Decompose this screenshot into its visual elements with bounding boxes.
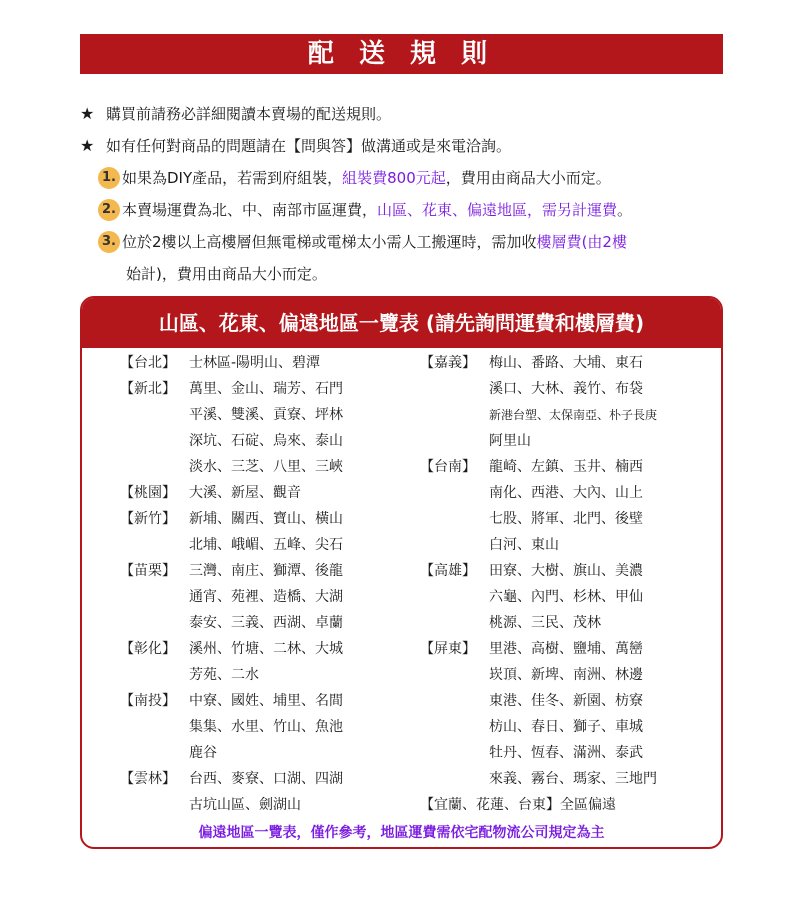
town-line: 桃源、三民、茂林 [489, 615, 601, 631]
region-name: 【屏東】 [420, 641, 476, 657]
note-text: 如有任何對商品的問題請在【問與答】做溝通或是來電洽詢。 [106, 137, 512, 155]
town-line: 深坑、石碇、烏來、泰山 [189, 433, 343, 449]
region-towns [189, 506, 343, 558]
region-towns [189, 636, 343, 688]
town-line: 溪口、大林、義竹、布袋 [489, 381, 643, 397]
region-row [120, 376, 343, 480]
remote-area-table [80, 296, 723, 849]
rule-highlight: 山區、花東、偏遠地區，需另計運費 [377, 201, 618, 219]
town-line: 士林區-陽明山、碧潭 [189, 355, 321, 371]
region-row [420, 558, 657, 636]
rule-text: 本賣場運費為北、中、南部市區運費， [122, 201, 378, 219]
town-line: 里港、高樹、鹽埔、萬巒 [489, 641, 643, 657]
town-line: 溪州、竹塘、二林、大城 [189, 641, 343, 657]
notes-section [80, 98, 740, 290]
town-line: 龍崎、左鎮、玉井、楠西 [489, 459, 643, 475]
region-name: 【新竹】 [120, 511, 176, 527]
town-line: 南化、西港、大內、山上 [489, 485, 643, 501]
region-name: 【苗栗】 [120, 563, 176, 579]
rule-text-end: (由2樓 [581, 233, 627, 251]
note-text: 購買前請務必詳細閱讀本賣場的配送規則。 [106, 105, 392, 123]
town-line: 平溪、雙溪、貢寮、坪林 [189, 407, 343, 423]
number-badge: 2. [98, 199, 120, 221]
town-line: 集集、水里、竹山、魚池 [189, 719, 343, 735]
rule-item-1 [80, 162, 740, 194]
region-towns [189, 376, 343, 480]
page-title: 配 送 規 則 [80, 34, 723, 74]
town-line: 萬里、金山、瑞芳、石門 [189, 381, 343, 397]
area-table-heading: 山區、花東、偏遠地區一覽表 (請先詢問運費和樓層費) [82, 298, 721, 348]
region-towns [489, 350, 657, 454]
region-name: 【嘉義】 [420, 355, 476, 371]
number-badge: 1. [98, 167, 120, 189]
area-column-right [420, 350, 657, 818]
town-line: 阿里山 [489, 433, 531, 449]
note-line [80, 98, 740, 130]
region-row [420, 636, 657, 792]
rule-item-3-continuation: 始計)，費用由商品大小而定。 [126, 265, 327, 283]
region-row [120, 350, 343, 376]
town-line: 古坑山區、劍湖山 [189, 797, 301, 813]
town-line: 梅山、番路、大埔、東石 [489, 355, 643, 371]
region-name: 【高雄】 [420, 563, 476, 579]
star-icon: ★ [80, 136, 95, 155]
town-line: 新港台塑、太保南亞、朴子長庚 [489, 408, 658, 422]
region-name: 【台北】 [120, 355, 176, 371]
rule-text-end: ，費用由商品大小而定。 [445, 169, 611, 187]
star-icon: ★ [80, 104, 95, 123]
rule-text: 如果為DIY產品，若需到府組裝， [122, 169, 343, 187]
region-name: 【台南】 [420, 459, 476, 475]
region-row [420, 350, 657, 454]
town-line: 通宵、苑裡、造橋、大湖 [189, 589, 343, 605]
rule-item-3 [80, 226, 740, 258]
town-line: 三灣、南庄、獅潭、後龍 [189, 563, 343, 579]
region-name: 【桃園】 [120, 485, 176, 501]
rule-highlight: 組裝費800元起 [342, 169, 446, 187]
town-line: 枋山、春日、獅子、車城 [489, 719, 643, 735]
town-line: 中寮、國姓、埔里、名間 [189, 693, 343, 709]
region-row [120, 636, 343, 688]
region-towns [189, 688, 343, 766]
rule-item-2 [80, 194, 740, 226]
note-line [80, 130, 740, 162]
town-line: 北埔、峨嵋、五峰、尖石 [189, 537, 343, 553]
region-towns [489, 558, 643, 636]
region-row [120, 688, 343, 766]
region-towns [189, 350, 320, 376]
region-towns [489, 636, 657, 792]
region-row [420, 454, 657, 558]
town-line: 鹿谷 [189, 745, 217, 761]
town-line: 泰安、三義、西湖、卓蘭 [189, 615, 343, 631]
town-line: 芳苑、二水 [189, 667, 259, 683]
region-name: 【彰化】 [120, 641, 176, 657]
town-line: 七股、將軍、北門、後壁 [489, 511, 643, 527]
town-line: 來義、霧台、瑪家、三地門 [489, 771, 657, 787]
town-line: 白河、東山 [489, 537, 559, 553]
town-line: 崁頂、新埤、南洲、林邊 [489, 667, 643, 683]
region-row [120, 766, 343, 818]
region-towns [189, 766, 343, 818]
area-table-footer: 偏遠地區一覽表，僅作參考，地區運費需依宅配物流公司規定為主 [198, 825, 605, 841]
town-line: 牡丹、恆春、滿洲、泰武 [489, 745, 643, 761]
region-towns [489, 454, 643, 558]
region-row [120, 480, 343, 506]
town-line: 新埔、關西、寶山、橫山 [189, 511, 343, 527]
area-column-left [120, 350, 343, 818]
town-line: 淡水、三芝、八里、三峽 [189, 459, 343, 475]
region-name: 【新北】 [120, 381, 176, 397]
region-row [120, 558, 343, 636]
number-badge: 3. [98, 231, 120, 253]
region-towns [189, 480, 301, 506]
town-line: 六龜、內門、杉林、甲仙 [489, 589, 643, 605]
region-name: 【南投】 [120, 693, 176, 709]
rule-text: 位於2樓以上高樓層但無電梯或電梯太小需人工搬運時，需加收 [122, 233, 537, 251]
region-row [120, 506, 343, 558]
town-line: 東港、佳冬、新園、枋寮 [489, 693, 643, 709]
town-line: 田寮、大樹、旗山、美濃 [489, 563, 643, 579]
town-line: 台西、麥寮、口湖、四湖 [189, 771, 343, 787]
rule-highlight: 樓層費 [536, 233, 582, 251]
region-name: 【雲林】 [120, 771, 176, 787]
region-towns [189, 558, 343, 636]
rule-text-end: 。 [617, 201, 633, 219]
town-line: 大溪、新屋、觀音 [189, 485, 301, 501]
region-row-yilan-hualien-taitung: 【宜蘭、花蓮、台東】全區偏遠 [420, 797, 616, 813]
